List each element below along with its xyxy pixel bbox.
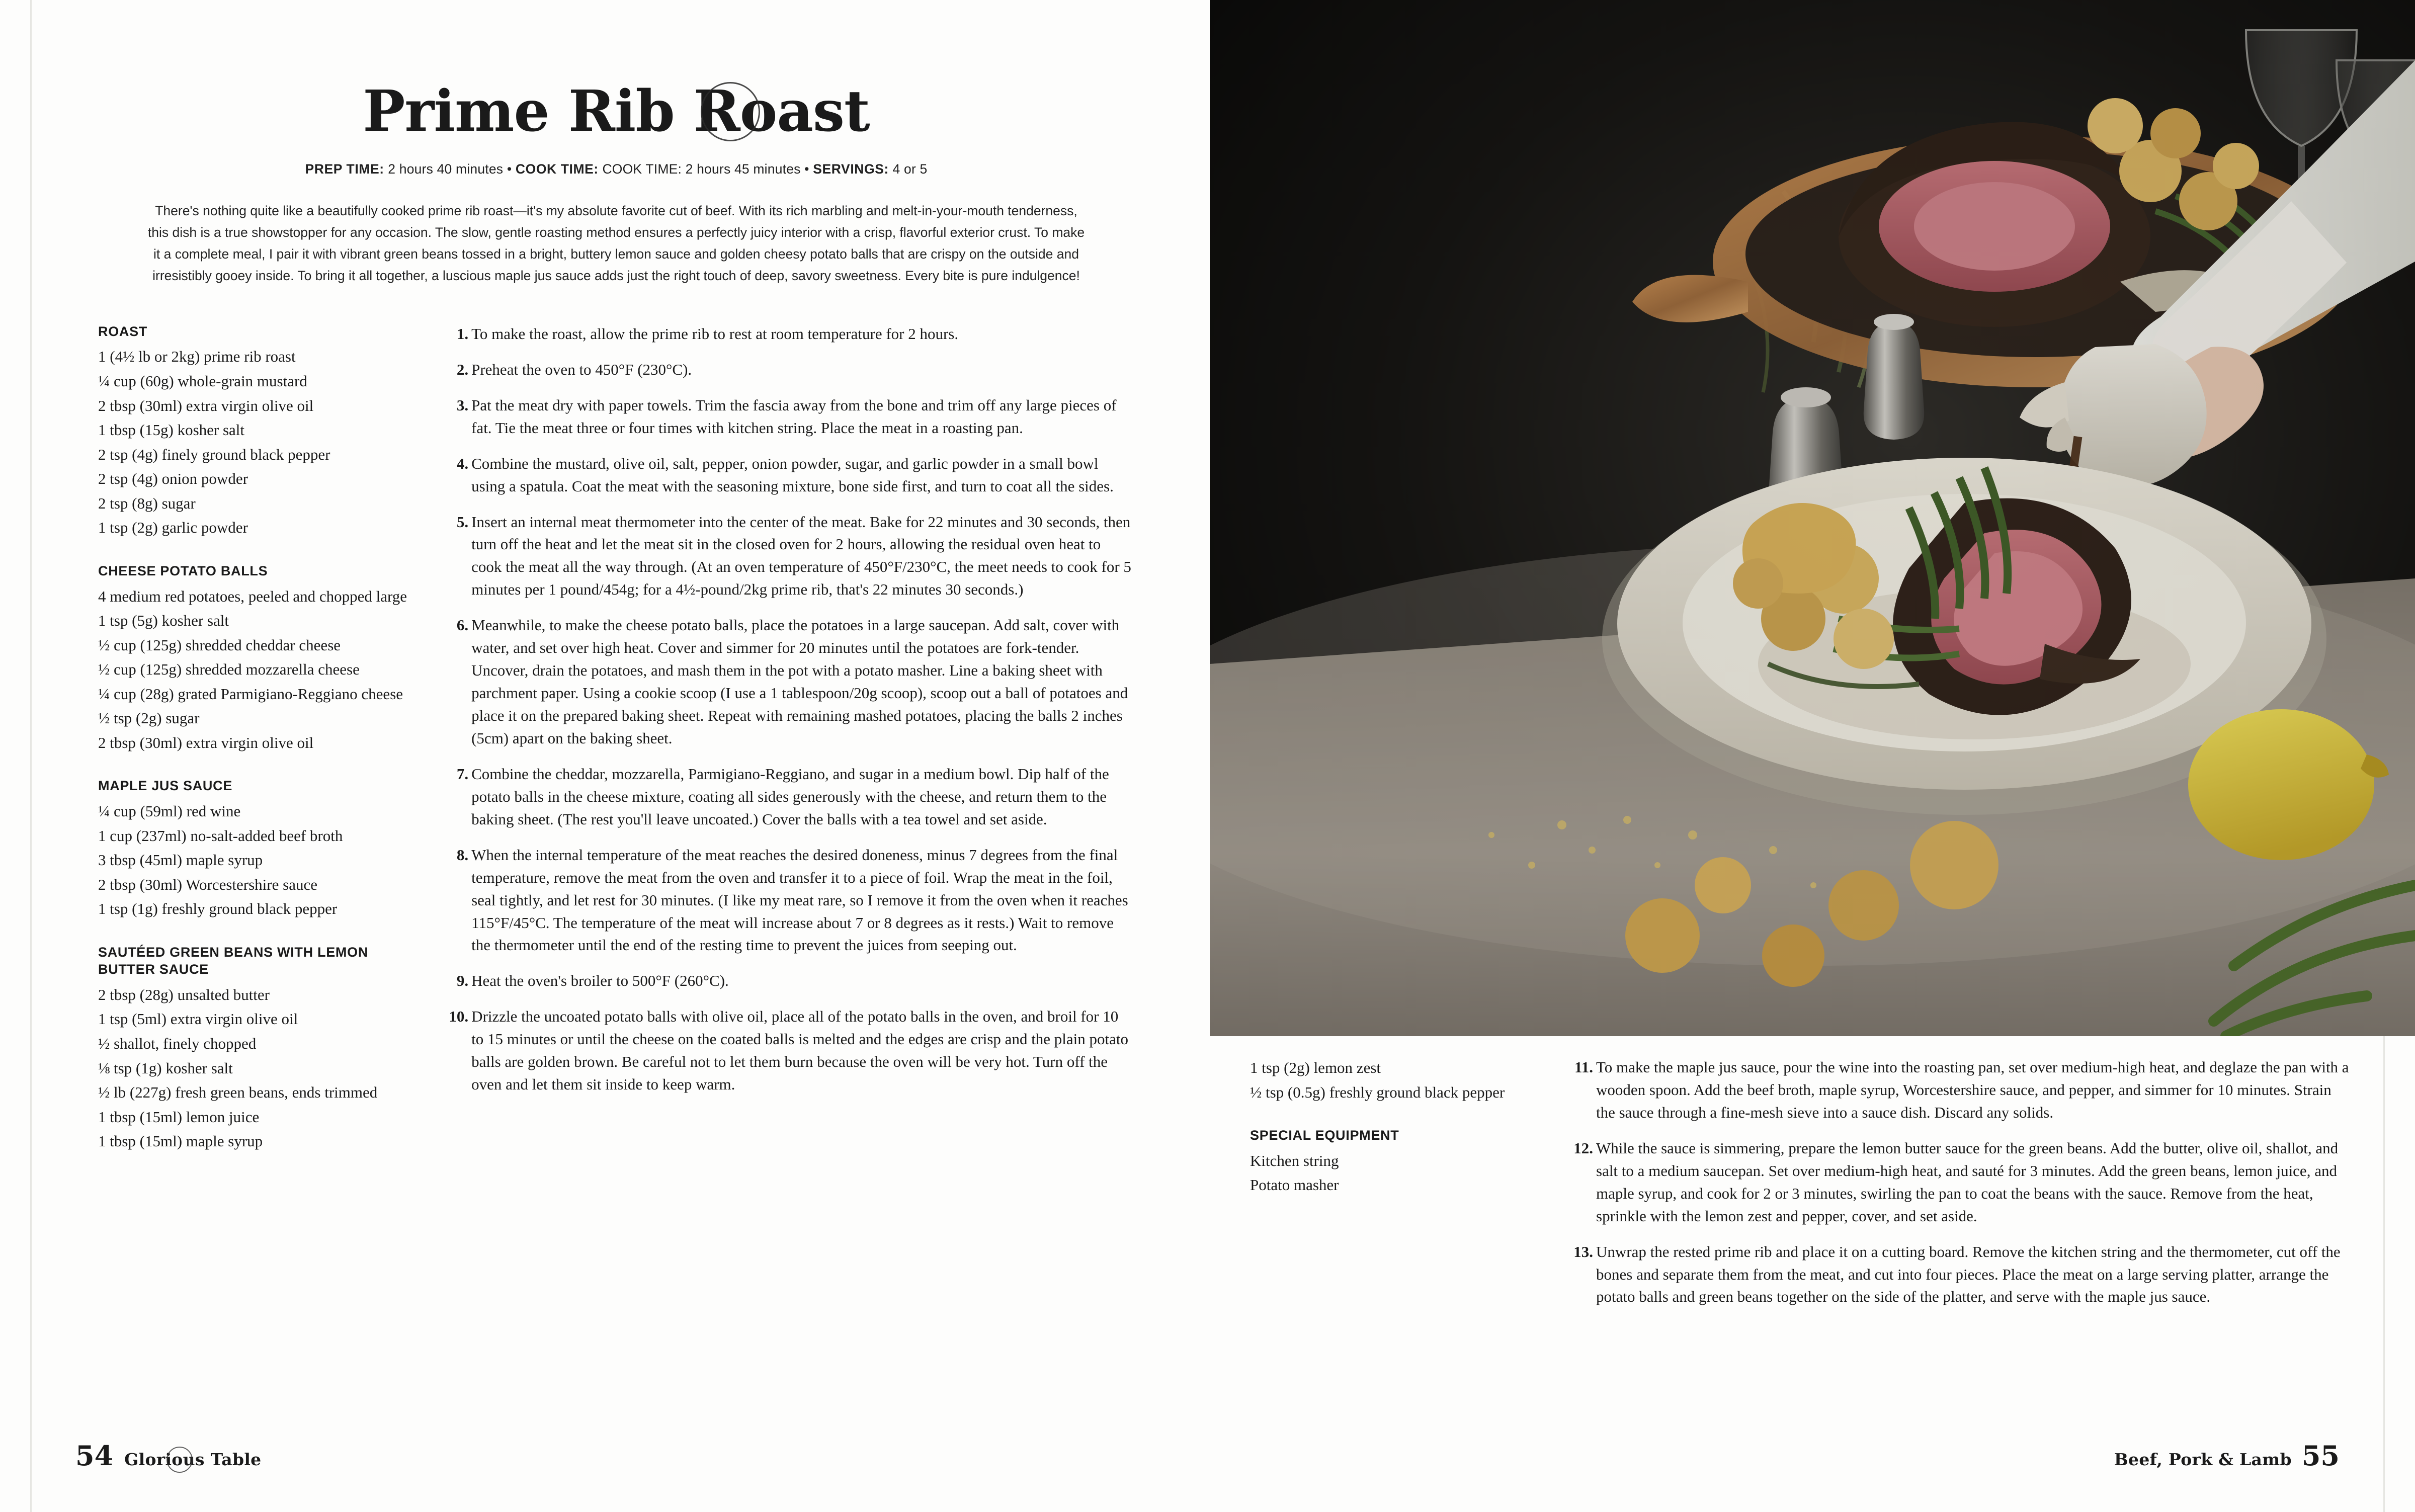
- list-item: ½ cup (125g) shredded mozzarella cheese: [98, 660, 360, 679]
- list-item: 2 tbsp (30ml) extra virgin olive oil: [98, 733, 314, 751]
- list-item: 2 tsp (4g) finely ground black pepper: [98, 445, 330, 463]
- chapter-title: Beef, Pork & Lamb: [2114, 1450, 2292, 1469]
- right-page: [1210, 0, 2415, 1512]
- ingredients-list-cheese-potato-balls: [98, 585, 410, 754]
- list-item: 2 tsp (4g) onion powder: [98, 470, 248, 488]
- step-number: 6.: [456, 616, 469, 634]
- step-text: Meanwhile, to make the cheese potato balls, place the potatoes in a large saucepan. Add salt, cover with water, and set over high heat. Cover and simmer for 20 minutes until the potatoes are fork-tender. Uncover, drain the potatoes, and mash them in the pot with a potato masher. Line a baking sheet with parchment paper. Using a cookie scoop (I use a 1 tablespoon/20g scoop), scoop out a ball of potatoes and place it on the prepared baking sheet. Repeat with remaining mashed potatoes, placing the balls 2 inches (5cm) apart on the baking sheet.: [471, 616, 1128, 747]
- page-title: [98, 78, 1134, 144]
- step-number: 3.: [456, 396, 469, 414]
- special-equipment-heading: SPECIAL EQUIPMENT: [1250, 1128, 1399, 1143]
- instructions-list-continued: [1567, 1056, 2352, 1308]
- servings-value: 4 or 5: [892, 161, 928, 177]
- instruction-step: [442, 453, 1134, 498]
- step-number: 8.: [456, 846, 469, 864]
- ingredients-group-heading-maple-jus-sauce: MAPLE JUS SAUCE: [98, 778, 233, 794]
- recipe-title-text: Prime Rib Roast: [363, 78, 870, 144]
- cook-time-label: COOK TIME:: [515, 161, 599, 177]
- ingredients-list-maple-jus-sauce: [98, 800, 410, 920]
- list-item: ½ tsp (0.5g) freshly ground black pepper: [1250, 1083, 1505, 1101]
- step-number: 9.: [456, 972, 469, 990]
- meta-separator-1: •: [507, 161, 512, 177]
- recipe-photo-illustration: [1210, 0, 2415, 1036]
- instructions-continued-column: [1567, 1056, 2352, 1321]
- step-number: 1.: [456, 324, 469, 343]
- list-item: 2 tsp (8g) sugar: [98, 494, 196, 512]
- step-text: Insert an internal meat thermometer into the center of the meat. Bake for 22 minutes and 30 seconds, then turn off the heat and let the meat sit in the closed oven for 2 hours, allowing the residual oven heat to cook the meat all the way through. (At an oven temperature of 450°F/230°C, the meet needs to cook for 5 minutes per 1 pound/454g; for a 4½-pound/2kg prime rib, that's 22 minutes 30 seconds.): [471, 513, 1131, 599]
- servings-label: SERVINGS:: [813, 161, 889, 177]
- instruction-step: [442, 970, 1134, 992]
- book-title-text: Glorious Table: [124, 1450, 262, 1469]
- recipe-intro: There's nothing quite like a beautifully cooked prime rib roast—it's my absolute favorite cut of beef. With its rich marbling and melt-in-your-mouth tenderness, this dish is a true showstopper for any occasion. The slow, gentle roasting method ensures a perfectly juicy interior with a crisp, flavorful exterior crust. To make it a complete meal, I pair it with vibrant green beans tossed in a bright, buttery lemon sauce and golden cheesy potato balls that are crispy on the outside and irresistibly gooey inside. To bring it all together, a luscious maple jus sauce adds just the right touch of deep, savory sweetness. Every bite is pure indulgence!: [147, 203, 1085, 283]
- list-item: 2 tbsp (30ml) extra virgin olive oil: [98, 396, 314, 414]
- recipe-body-columns: [98, 323, 1134, 1154]
- recipe-photo: [1210, 0, 2415, 1036]
- folio-left: [75, 1440, 261, 1472]
- page-edge-rule: [30, 0, 32, 1512]
- page-number-left: 54: [75, 1440, 114, 1472]
- meta-separator-2: •: [804, 161, 809, 177]
- recipe-meta: [98, 161, 1134, 177]
- step-number: 7.: [456, 765, 469, 783]
- cook-time-value: COOK TIME: 2 hours 45 minutes: [602, 161, 801, 177]
- instruction-step: [442, 844, 1134, 957]
- list-item: ⅛ tsp (1g) kosher salt: [98, 1059, 233, 1077]
- list-item: ½ lb (227g) fresh green beans, ends trimmed: [98, 1083, 378, 1102]
- ingredients-list-continued: [1250, 1056, 1532, 1104]
- step-number: 2.: [456, 360, 469, 378]
- ingredients-continued-column: [1250, 1056, 1532, 1321]
- list-item: 1 (4½ lb or 2kg) prime rib roast: [98, 348, 296, 366]
- instruction-step: [442, 323, 1134, 346]
- step-text: Pat the meat dry with paper towels. Trim the fascia away from the bone and trim off any large pieces of fat. Tie the meat three or four times with kitchen string. Place the meat in a roasting pan.: [471, 396, 1117, 437]
- instruction-step: [1567, 1241, 2352, 1309]
- step-text: Preheat the oven to 450°F (230°C).: [471, 360, 692, 378]
- list-item: 1 cup (237ml) no-salt-added beef broth: [98, 826, 343, 845]
- instruction-step: [442, 1005, 1134, 1096]
- book-title: [124, 1450, 261, 1469]
- instruction-step: [442, 763, 1134, 831]
- step-text: Unwrap the rested prime rib and place it on a cutting board. Remove the kitchen string and the thermometer, cut off the bones and separate them from the meat, and cut into four pieces. Place the meat on a large serving platter, arrange the potato balls and green beans together on the side of the platter, and serve with the maple jus sauce.: [1596, 1242, 2341, 1306]
- step-number: 13.: [1573, 1242, 1593, 1261]
- instructions-column: [442, 323, 1134, 1154]
- list-item: 1 tsp (5ml) extra virgin olive oil: [98, 1010, 298, 1028]
- folio-right: [2114, 1440, 2340, 1472]
- step-number: 5.: [456, 513, 469, 531]
- list-item: 1 tbsp (15ml) maple syrup: [98, 1132, 263, 1150]
- instruction-step: [442, 614, 1134, 750]
- ingredients-group-heading-cheese-potato-balls: CHEESE POTATO BALLS: [98, 563, 268, 578]
- list-item: ½ shallot, finely chopped: [98, 1035, 257, 1053]
- instruction-step: [442, 359, 1134, 381]
- ingredients-group-heading-green-beans: SAUTÉED GREEN BEANS WITH LEMON BUTTER SAUCE: [98, 944, 369, 977]
- page-number-right: 55: [2301, 1440, 2340, 1472]
- step-text: Drizzle the uncoated potato balls with olive oil, place all of the potato balls in the oven, and broil for 10 to 15 minutes or until the cheese on the coated balls is melted and the edges are crisp and the plain potato balls are golden brown. Be careful not to let them burn because the oven will be very hot. Turn off the oven and let them sit inside to keep warm.: [471, 1007, 1129, 1094]
- step-text: While the sauce is simmering, prepare the lemon butter sauce for the green beans. Add the butter, olive oil, shallot, and salt to a medium saucepan. Set over medium-high heat, and sauté for 3 minutes. Add the green beans, lemon juice, and maple syrup, and cook for 2 or 3 minutes, swirling the pan to coat the beans with the sauce. Remove from the heat, sprinkle with the lemon zest and pepper, cover, and set aside.: [1596, 1139, 2339, 1225]
- list-item: ¼ cup (28g) grated Parmigiano-Reggiano cheese: [98, 685, 403, 703]
- instruction-step: [442, 394, 1134, 440]
- step-text: Heat the oven's broiler to 500°F (260°C).: [471, 972, 729, 990]
- instruction-step: [1567, 1056, 2352, 1124]
- ingredients-column: [98, 323, 410, 1154]
- instruction-step: [1567, 1137, 2352, 1228]
- list-item: 3 tbsp (45ml) maple syrup: [98, 851, 263, 869]
- step-text: Combine the mustard, olive oil, salt, pepper, onion powder, sugar, and garlic powder in a small bowl using a spatula. Coat the meat with the seasoning mixture, bone side first, and turn to coat all the sides.: [471, 454, 1114, 495]
- list-item: 1 tsp (1g) freshly ground black pepper: [98, 900, 338, 918]
- step-number: 10.: [449, 1007, 469, 1026]
- list-item: Kitchen string: [1250, 1151, 1339, 1169]
- list-item: 2 tbsp (30ml) Worcestershire sauce: [98, 875, 317, 893]
- ingredients-list-green-beans: [98, 983, 410, 1153]
- list-item: 1 tsp (2g) lemon zest: [1250, 1059, 1381, 1076]
- step-number: 12.: [1573, 1139, 1593, 1157]
- prep-time-label: PREP TIME:: [305, 161, 384, 177]
- step-number: 11.: [1574, 1058, 1593, 1076]
- step-text: When the internal temperature of the meat reaches the desired doneness, minus 7 degrees from the final temperature, remove the meat from the oven and transfer it to a piece of foil. Wrap the meat in the foil, seal tightly, and let rest for 30 minutes. (I like my meat rare, so I remove it from the oven when it reaches 115°F/45°C. The temperature of the meat will increase about 7 or 8 degrees as it rests.) Wait to remove the thermometer until the end of the resting time to prevent the juices from seeping out.: [471, 846, 1128, 954]
- instructions-list: [442, 323, 1134, 1096]
- list-item: 1 tbsp (15ml) lemon juice: [98, 1108, 260, 1126]
- list-item: ¼ cup (60g) whole-grain mustard: [98, 372, 307, 390]
- special-equipment-list: [1250, 1149, 1532, 1197]
- list-item: 1 tbsp (15g) kosher salt: [98, 421, 245, 439]
- step-number: 4.: [456, 454, 469, 472]
- list-item: 4 medium red potatoes, peeled and chopped large: [98, 587, 407, 605]
- list-item: Potato masher: [1250, 1176, 1339, 1194]
- list-item: 2 tbsp (28g) unsalted butter: [98, 985, 270, 1003]
- list-item: ¼ cup (59ml) red wine: [98, 802, 241, 820]
- list-item: 1 tsp (2g) garlic powder: [98, 519, 248, 537]
- prep-time-value: 2 hours 40 minutes: [388, 161, 504, 177]
- step-text: Combine the cheddar, mozzarella, Parmigiano-Reggiano, and sugar in a medium bowl. Dip half of the potato balls in the cheese mixture, coating all sides generously with the cheese, and return them to the baking sheet. (The rest you'll leave uncoated.) Cover the balls with a tea towel and set aside.: [471, 765, 1109, 828]
- list-item: 1 tsp (5g) kosher salt: [98, 612, 229, 630]
- ingredients-group-heading-roast: ROAST: [98, 323, 147, 339]
- list-item: ½ cup (125g) shredded cheddar cheese: [98, 636, 341, 654]
- step-text: To make the roast, allow the prime rib to rest at room temperature for 2 hours.: [471, 324, 959, 343]
- list-item: ½ tsp (2g) sugar: [98, 709, 200, 727]
- ingredients-list-roast: [98, 345, 410, 539]
- folio-circle-ornament: [166, 1447, 193, 1473]
- step-text: To make the maple jus sauce, pour the wine into the roasting pan, set over medium-high heat, and deglaze the pan with a wooden spoon. Add the beef broth, maple syrup, Worcestershire sauce, and pepper, and simmer for 10 minutes. Strain the sauce through a fine-mesh sieve into a sauce dish. Discard any solids.: [1596, 1058, 2349, 1121]
- right-page-text: [1250, 1056, 2372, 1321]
- instruction-step: [442, 511, 1134, 602]
